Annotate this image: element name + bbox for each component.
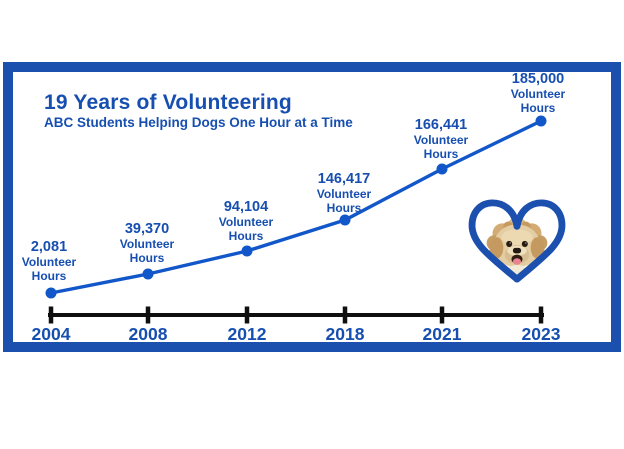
data-point-2008 (143, 269, 154, 280)
value-label-2008 (103, 221, 191, 265)
value-number: 146,417 (317, 171, 371, 187)
value-number: 166,441 (414, 117, 468, 133)
value-label-2004 (5, 239, 93, 283)
value-unit-line1: Volunteer (21, 255, 77, 269)
value-unit-line2: Hours (228, 228, 264, 243)
x-tick-label-2012: 2012 (227, 324, 267, 344)
value-unit-line1: Volunteer (316, 187, 372, 201)
value-label-2021 (397, 117, 485, 161)
value-label-2023 (494, 71, 582, 115)
x-tick-label-2021: 2021 (422, 324, 462, 344)
value-unit-line2: Hours (520, 100, 556, 115)
value-number: 39,370 (124, 221, 170, 237)
data-point-2021 (437, 164, 448, 175)
x-tick-label-2004: 2004 (31, 324, 71, 344)
value-unit-line2: Hours (423, 146, 459, 161)
value-unit-line1: Volunteer (119, 237, 175, 251)
x-tick-label-2018: 2018 (325, 324, 365, 344)
value-number: 2,081 (30, 239, 68, 255)
value-unit-line1: Volunteer (413, 133, 469, 147)
page-title: 19 Years of Volunteering (44, 91, 292, 114)
data-point-2023 (536, 116, 547, 127)
x-tick-label-2008: 2008 (128, 324, 168, 344)
value-label-2018 (300, 171, 388, 215)
data-point-2012 (242, 246, 253, 257)
value-number: 185,000 (511, 71, 565, 87)
value-unit-line1: Volunteer (510, 87, 566, 101)
value-unit-line2: Hours (129, 250, 165, 265)
value-unit-line2: Hours (31, 268, 67, 283)
data-point-2004 (46, 288, 57, 299)
x-tick-label-2023: 2023 (521, 324, 561, 344)
value-unit-line1: Volunteer (218, 215, 274, 229)
value-label-2012 (202, 199, 290, 243)
heart-dog-icon (468, 197, 566, 285)
value-unit-line2: Hours (326, 200, 362, 215)
data-point-2018 (340, 215, 351, 226)
page-subtitle: ABC Students Helping Dogs One Hour at a Time (44, 115, 353, 130)
value-number: 94,104 (223, 199, 269, 215)
